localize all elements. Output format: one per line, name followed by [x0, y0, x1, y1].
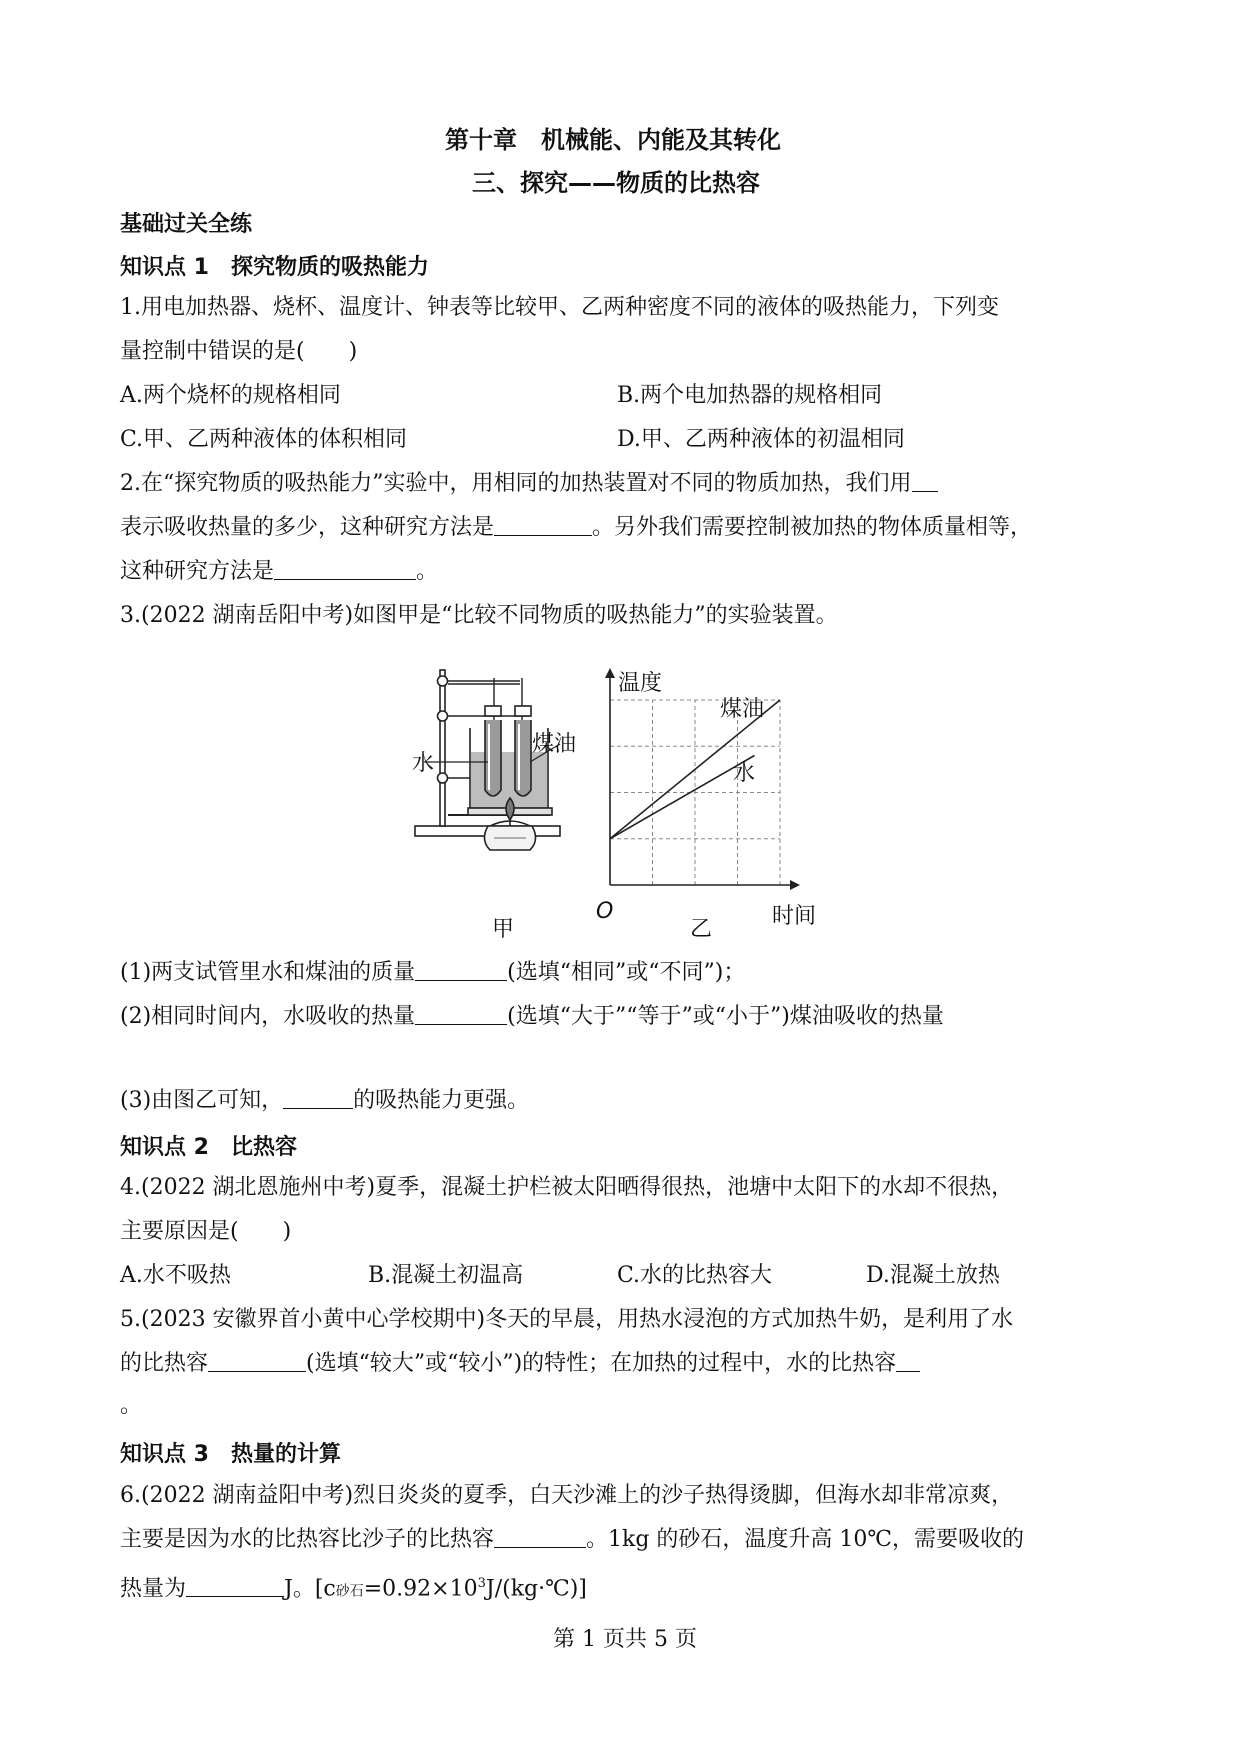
- q2-line3-text-b: 。: [416, 559, 439, 584]
- y-axis-label: 温度: [618, 671, 663, 696]
- clamp-bottom: [438, 773, 448, 783]
- q2-blank-1[interactable]: [912, 469, 938, 492]
- q5-line3: 。: [120, 1393, 143, 1418]
- q3-stem: 3.(2022 湖南岳阳中考)如图甲是“比较不同物质的吸热能力”的实验装置。: [120, 603, 838, 628]
- q6-blank-1[interactable]: [494, 1525, 586, 1548]
- q3-sub1-text-a: (1)两支试管里水和煤油的质量: [120, 960, 416, 985]
- q1-line2: 量控制中错误的是( ): [120, 339, 358, 364]
- q5-blank-2[interactable]: [896, 1349, 920, 1372]
- caption-jia: 甲: [492, 917, 515, 942]
- graph-grid: [610, 700, 780, 885]
- q6-line3-text-d: J/(kg·℃)]: [485, 1576, 587, 1602]
- knowledge-point-2: 知识点 2 比热容: [120, 1135, 297, 1160]
- q3-sub3-text-a: (3)由图乙可知，: [120, 1088, 284, 1113]
- knowledge-point-3: 知识点 3 热量的计算: [120, 1442, 341, 1467]
- q1-option-d: D.甲、乙两种液体的初温相同: [617, 427, 905, 452]
- label-kerosene: 煤油: [532, 732, 577, 757]
- x-axis-arrow: [790, 880, 800, 890]
- chapter-title: 第十章 机械能、内能及其转化: [445, 126, 781, 154]
- q4-option-b: B.混凝土初温高: [368, 1263, 524, 1288]
- q6-line2: [120, 1525, 1024, 1555]
- knowledge-point-1: 知识点 1 探究物质的吸热能力: [120, 255, 429, 280]
- q6-blank-2[interactable]: [186, 1574, 284, 1597]
- x-axis-label: 时间: [772, 904, 817, 929]
- q6-superscript: 3: [477, 1576, 486, 1591]
- q4-option-c: C.水的比热容大: [617, 1263, 773, 1288]
- q3-sub2-text-b: (选填“大于”“等于”或“小于”)煤油吸收的热量: [507, 1004, 944, 1029]
- temperature-time-graph: [605, 668, 800, 890]
- q2-line1-text: 2.在“探究物质的吸热能力”实验中，用相同的加热装置对不同的物质加热，我们用: [120, 471, 912, 496]
- q5-line2-text-b: (选填“较大”或“较小”)的特性；在加热的过程中，水的比热容: [306, 1351, 897, 1376]
- practice-title: 基础过关全练: [120, 212, 253, 237]
- y-axis-arrow: [605, 668, 615, 678]
- q4-option-a: A.水不吸热: [120, 1263, 231, 1288]
- q2-line1: [120, 469, 938, 499]
- q6-line2-text-b: 。1kg 的砂石，温度升高 10℃，需要吸收的: [586, 1527, 1025, 1552]
- tube-cap-left: [485, 706, 501, 716]
- q5-line2: [120, 1349, 920, 1379]
- q4-line2: 主要原因是( ): [120, 1219, 292, 1244]
- q2-line3-text-a: 这种研究方法是: [120, 559, 275, 584]
- q6-line2-text-a: 主要是因为水的比热容比沙子的比热容: [120, 1527, 495, 1552]
- q3-blank-3[interactable]: [283, 1086, 353, 1109]
- section-title: 三、探究——物质的比热容: [472, 169, 760, 197]
- q2-line2: [120, 513, 1032, 543]
- test-tube-kerosene: [515, 720, 531, 796]
- q6-line3-text-a: 热量为: [120, 1576, 187, 1602]
- q2-blank-2[interactable]: [494, 513, 592, 536]
- q5-line1: 5.(2023 安徽界首小黄中心学校期中)冬天的早晨，用热水浸泡的方式加热牛奶，是利用了水: [120, 1307, 1014, 1332]
- q6-subscript-sand: 砂石: [335, 1583, 364, 1600]
- q6-line3-text-c: =0.92×10: [363, 1576, 478, 1602]
- q2-line2-text-a: 表示吸收热量的多少，这种研究方法是: [120, 515, 495, 540]
- caption-yi: 乙: [690, 917, 713, 942]
- q3-sub1: [120, 958, 745, 988]
- q5-line2-text-a: 的比热容: [120, 1351, 209, 1376]
- tube-cap-right: [515, 706, 531, 716]
- series-label-water: 水: [733, 761, 756, 786]
- q4-line1: 4.(2022 湖北恩施州中考)夏季，混凝土护栏被太阳晒得很热，池塘中太阳下的水却不很热，: [120, 1175, 1014, 1200]
- series-label-kerosene: 煤油: [720, 697, 765, 722]
- q6-line1: 6.(2022 湖南益阳中考)烈日炎炎的夏季，白天沙滩上的沙子热得烫脚，但海水却非常凉爽，: [120, 1483, 1014, 1508]
- stand-rod: [440, 670, 445, 826]
- q3-sub1-text-b: (选填“相同”或“不同”)；: [507, 960, 746, 985]
- origin-label: O: [596, 899, 614, 924]
- q3-sub3: [120, 1086, 529, 1116]
- q5-blank-1[interactable]: [208, 1349, 306, 1372]
- q2-blank-3[interactable]: [274, 557, 416, 580]
- q3-blank-2[interactable]: [415, 1002, 507, 1025]
- q1-option-b: B.两个电加热器的规格相同: [617, 383, 883, 408]
- q3-sub3-text-b: 的吸热能力更强。: [353, 1088, 530, 1113]
- q6-line3-text-b: J。[c: [284, 1576, 336, 1602]
- q2-line2-text-b: 。另外我们需要控制被加热的物体质量相等，: [592, 515, 1033, 540]
- clamp-top: [438, 676, 448, 686]
- q3-figure: [400, 640, 870, 955]
- label-water: 水: [412, 751, 435, 776]
- q6-line3: [120, 1569, 587, 1606]
- q1-line1: 1.用电加热器、烧杯、温度计、钟表等比较甲、乙两种密度不同的液体的吸热能力，下列变: [120, 295, 999, 320]
- q1-option-c: C.甲、乙两种液体的体积相同: [120, 427, 408, 452]
- flame: [506, 798, 514, 820]
- page-footer: 第 1 页共 5 页: [553, 1627, 697, 1652]
- q2-line3: [120, 557, 438, 587]
- test-tube-water: [485, 720, 501, 796]
- q3-sub2-text-a: (2)相同时间内，水吸收的热量: [120, 1004, 416, 1029]
- apparatus-diagram: [415, 670, 560, 850]
- q3-blank-1[interactable]: [415, 958, 507, 981]
- clamp-middle: [438, 711, 448, 721]
- q3-sub2: [120, 1002, 944, 1032]
- q4-option-d: D.混凝土放热: [866, 1263, 1000, 1288]
- q1-option-a: A.两个烧杯的规格相同: [120, 383, 341, 408]
